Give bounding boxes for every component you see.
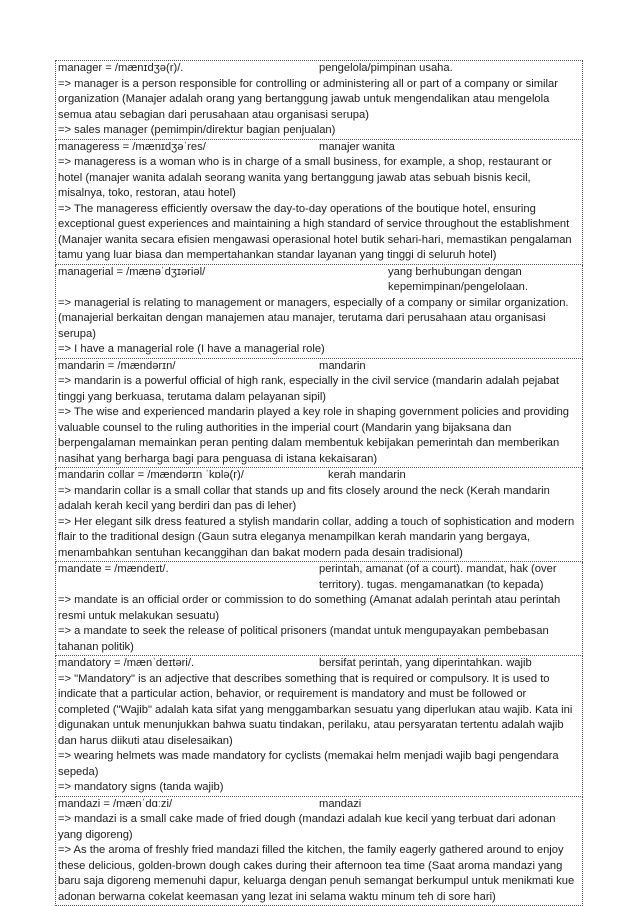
dictionary-entry bbox=[55, 140, 583, 265]
entry-header bbox=[58, 797, 579, 813]
translation: kerah mandarin bbox=[328, 468, 579, 484]
definition-line: => mandarin collar is a small collar that stands up and fits closely around the neck (Kerah mandarin adalah kerah kecil yang berdiri dan pas di leher) bbox=[58, 484, 579, 515]
dictionary-entry bbox=[55, 359, 583, 469]
translation: perintah, amanat (of a court). mandat, hak (over territory). tugas. mengamanatkan (to kepada) bbox=[319, 562, 579, 593]
headword: managerial = /mænəˈdʒɪəriəl/ bbox=[58, 265, 388, 281]
definition-line: => managerial is relating to management or managers, especially of a company or similar organization. (manajerial berkaitan dengan manajemen atau manajer, terutama dari perusahaan atau organisasi serupa) bbox=[58, 296, 579, 343]
dictionary-entry bbox=[55, 797, 583, 906]
translation: bersifat perintah, yang diperintahkan. wajib bbox=[319, 656, 579, 672]
dictionary-entry bbox=[55, 61, 583, 140]
translation: pengelola/pimpinan usaha. bbox=[319, 61, 579, 77]
definition-line: => The wise and experienced mandarin played a key role in shaping government policies and providing valuable counsel to the ruling authorities in the imperial court (Mandarin yang bijaksana dan berpengalaman memainkan peran penting dalam membentuk kebijakan pemerintah dan memberikan nasihat yang berharga bagi para penguasa di istana kekaisaran) bbox=[58, 405, 579, 467]
headword: mandatory = /mænˈdeɪtəri/. bbox=[58, 656, 319, 672]
entry-header bbox=[58, 265, 579, 296]
definition-line: => manageress is a woman who is in charge of a small business, for example, a shop, restaurant or hotel (manajer wanita adalah seorang wanita yang bertanggung jawab atas sebuah bisnis kecil, misalnya, toko, restoran, atau hotel) bbox=[58, 155, 579, 202]
entry-header bbox=[58, 562, 579, 593]
definition-line: => mandatory signs (tanda wajib) bbox=[58, 780, 579, 796]
entry-header bbox=[58, 61, 579, 77]
dictionary-document bbox=[55, 60, 583, 906]
definition-line: => The manageress efficiently oversaw the day-to-day operations of the boutique hotel, ensuring exceptional guest experiences and maintaining a high standard of service throughout the establishment (Manajer wanita secara efisien mengawasi operasional hotel butik sehari-hari, memastikan pengalaman tamu yang luar biasa dan mempertahankan standar layanan yang tinggi di seluruh hotel) bbox=[58, 202, 579, 264]
headword: manageress = /mænɪdʒəˈres/ bbox=[58, 140, 319, 156]
headword: manager = /mænɪdʒə(r)/. bbox=[58, 61, 319, 77]
translation: manajer wanita bbox=[319, 140, 579, 156]
translation: yang berhubungan dengan kepemimpinan/pengelolaan. bbox=[388, 265, 579, 296]
entry-header bbox=[58, 359, 579, 375]
dictionary-entry bbox=[55, 265, 583, 359]
entry-header bbox=[58, 656, 579, 672]
entry-header bbox=[58, 140, 579, 156]
headword: mandarin collar = /mændərɪn ˈkɒlə(r)/ bbox=[58, 468, 328, 484]
definition-line: => Her elegant silk dress featured a stylish mandarin collar, adding a touch of sophistication and modern flair to the traditional design (Gaun sutra eleganya menampilkan kerah mandarin yang bergaya, menambahkan sentuhan kecanggihan dan bakat modern pada desain tradisional) bbox=[58, 515, 579, 562]
headword: mandarin = /mændərɪn/ bbox=[58, 359, 319, 375]
definition-line: => sales manager (pemimpin/direktur bagian penjualan) bbox=[58, 123, 579, 139]
definition-line: => mandarin is a powerful official of high rank, especially in the civil service (mandarin adalah pejabat tinggi yang berkuasa, terutama dalam pelayanan sipil) bbox=[58, 374, 579, 405]
definition-line: => a mandate to seek the release of political prisoners (mandat untuk mengupayakan pembebasan tahanan politik) bbox=[58, 624, 579, 655]
translation: mandarin bbox=[319, 359, 579, 375]
entry-header bbox=[58, 468, 579, 484]
definition-line: => wearing helmets was made mandatory for cyclists (memakai helm menjadi wajib bagi pengendara sepeda) bbox=[58, 749, 579, 780]
definition-line: => "Mandatory" is an adjective that describes something that is required or compulsory. It is used to indicate that a particular action, behavior, or requirement is mandatory and must be followed or completed ("Wajib" adalah kata sifat yang menggambarkan sesuatu yang diperlukan atau wajib. Kata ini digunakan untuk menunjukkan bahwa suatu tindakan, perilaku, atau persyaratan tertentu adalah wajib dan harus diikuti atau diselesaikan) bbox=[58, 672, 579, 750]
definition-line: => I have a managerial role (I have a managerial role) bbox=[58, 342, 579, 358]
definition-line: => As the aroma of freshly fried mandazi filled the kitchen, the family eagerly gathered around to enjoy these delicious, golden-brown dough cakes during their afternoon tea time (Saat aroma mandazi yang baru saja digoreng memenuhi dapur, keluarga dengan penuh semangat berkumpul untuk menikmati kue adonan berwarna cokelat keemasan yang lezat ini selama waktu minum teh di sore hari) bbox=[58, 843, 579, 905]
dictionary-entry bbox=[55, 562, 583, 656]
definition-line: => mandazi is a small cake made of fried dough (mandazi adalah kue kecil yang terbuat dari adonan yang digoreng) bbox=[58, 812, 579, 843]
headword: mandazi = /mænˈdɑːzi/ bbox=[58, 797, 319, 813]
headword: mandate = /mændeɪt/. bbox=[58, 562, 319, 578]
definition-line: => manager is a person responsible for controlling or administering all or part of a company or similar organization (Manajer adalah orang yang bertanggung jawab untuk mengendalikan atau mengelola semua atau sebagian dari perusahaan atau organisasi serupa) bbox=[58, 77, 579, 124]
translation: mandazi bbox=[319, 797, 579, 813]
definition-line: => mandate is an official order or commission to do something (Amanat adalah perintah atau perintah resmi untuk melakukan sesuatu) bbox=[58, 593, 579, 624]
dictionary-entry bbox=[55, 656, 583, 797]
dictionary-entry bbox=[55, 468, 583, 562]
